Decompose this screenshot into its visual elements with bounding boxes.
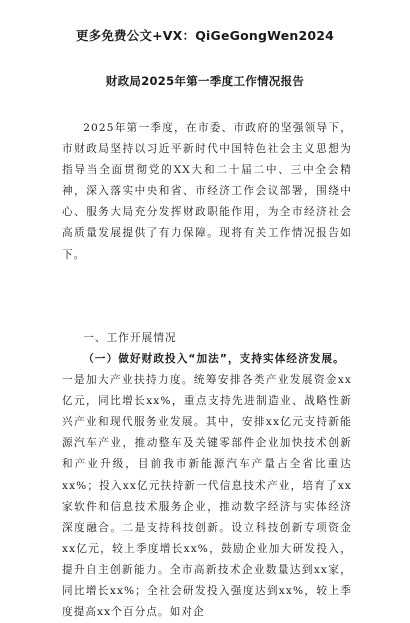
work-section — [62, 349, 352, 623]
section-heading: 一、工作开展情况 — [83, 332, 177, 344]
subsection-heading: （一）做好财政投入“加法”，支持实体经济发展。 — [83, 353, 345, 365]
document-title: 财政局2025年第一季度工作情况报告 — [105, 74, 305, 88]
promo-banner: 更多免费公文+VX：QiGeGongWen2024 — [75, 28, 335, 43]
intro-paragraph: 2025年第一季度，在市委、市政府的坚强领导下，市财政局坚持以习近平新时代中国特色社会主义思想为指导当全面贯彻党的XX大和二十届二中、三中全会精神，深入落实中央和省、市经济工作会议部署，围绕中心、服务大局充分发挥财政职能作用，为全市经济社会高质量发展提供了有力保障。现将有关工作情况报告如下。 — [62, 122, 352, 261]
subsection-body: 一是加大产业扶持力度。统筹安排各类产业发展资金xx亿元，同比增长xx%，重点支持先进制造业、战略性新兴产业和现代服务业发展。其中，安排xx亿元支持新能源汽车产业，推动整车及关键零部件企业加快技术创新和产业升级，目前我市新能源汽车产量占全省比重达xx%；投入xx亿元扶持新一代信息技术产业，培育了xx家软件和信息技术服务企业，推动数字经济与实体经济深度融合。二是支持科技创新。设立科技创新专项资金xx亿元，较上季度增长xx%，鼓励企业加大研发投入，提升自主创新能力。全市高新技术企业数量达到xx家，同比增长xx%；全社会研发投入强度达到xx%，较上季度提高xx个百分点。如对企 — [62, 374, 352, 619]
